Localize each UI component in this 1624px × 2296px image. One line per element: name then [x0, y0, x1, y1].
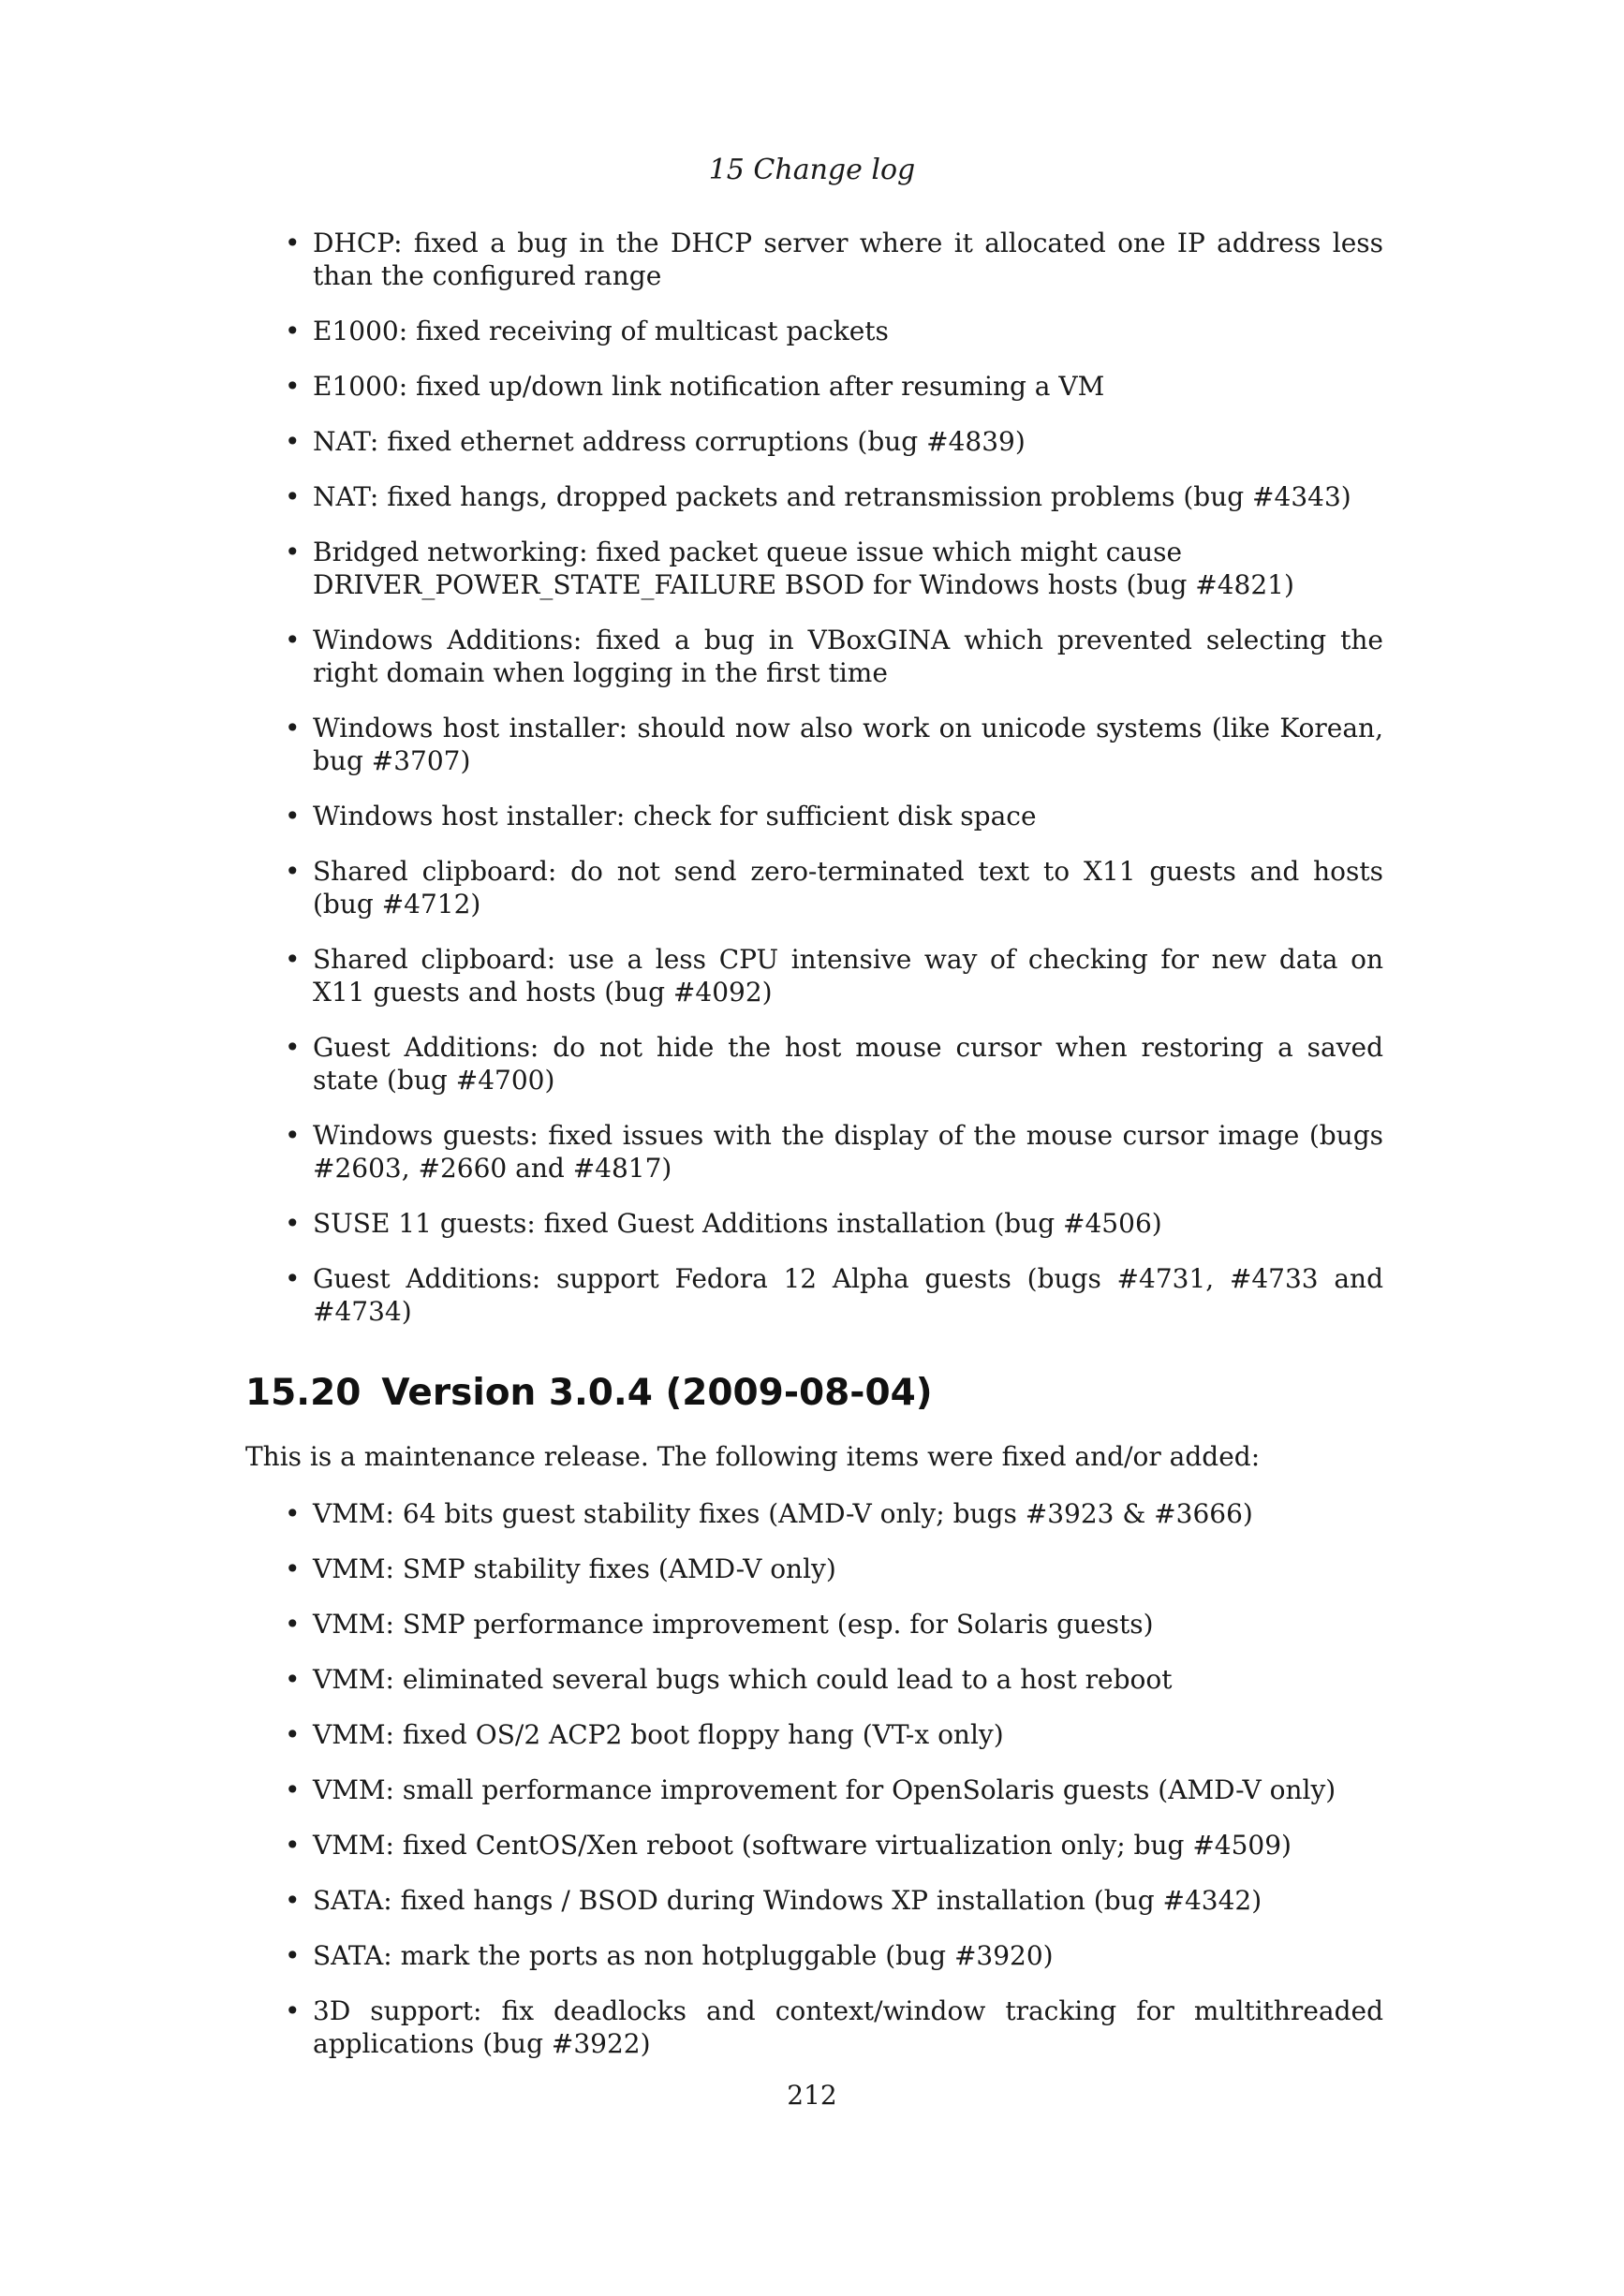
bullet-icon: •: [285, 316, 301, 346]
list-item: • NAT: fixed ethernet address corruptions (bug #4839): [285, 426, 1026, 457]
list-item: • Windows host installer: check for sufficient disk space: [285, 801, 1037, 832]
bullet-icon: •: [285, 801, 301, 832]
list-item: • 3D support: fix deadlocks and context/window tracking for multithreaded applications (bug #3922): [285, 1995, 1383, 2059]
list-item: • Guest Additions: support Fedora 12 Alpha guests (bugs #4731, #4733 and #4734): [285, 1263, 1383, 1327]
bullet-icon: •: [285, 1995, 301, 2026]
list-item: • NAT: fixed hangs, dropped packets and retransmission problems (bug #4343): [285, 481, 1351, 512]
list-item: • VMM: SMP performance improvement (esp. for Solaris guests): [285, 1609, 1154, 1640]
list-item: • VMM: 64 bits guest stability fixes (AMD-V only; bugs #3923 & #3666): [285, 1498, 1253, 1529]
list-item: • Bridged networking: fixed packet queue issue which might cause DRIVER_POWER_STATE_FAILURE BSOD for Windows hosts (bug #4821): [285, 537, 1294, 600]
list-item: • SATA: mark the ports as non hotpluggable (bug #3920): [285, 1940, 1054, 1971]
bullet-icon: •: [285, 481, 301, 512]
bullet-icon: •: [285, 1263, 301, 1294]
bullet-icon: •: [285, 1120, 301, 1151]
bullet-icon: •: [285, 944, 301, 975]
page-number: 212: [787, 2080, 837, 2111]
bullet-icon: •: [285, 1774, 301, 1805]
bullet-icon: •: [285, 371, 301, 402]
list-item: • E1000: fixed receiving of multicast packets: [285, 316, 889, 346]
bullet-icon: •: [285, 1032, 301, 1063]
bullet-icon: •: [285, 537, 301, 567]
list-item: • SATA: fixed hangs / BSOD during Windows XP installation (bug #4342): [285, 1885, 1262, 1916]
changelog-list-top: [245, 227, 1383, 1328]
list-item: • E1000: fixed up/down link notification after resuming a VM: [285, 371, 1105, 402]
bullet-icon: •: [285, 1940, 301, 1971]
bullet-icon: •: [285, 1208, 301, 1239]
bullet-icon: •: [285, 1664, 301, 1695]
list-item: • Shared clipboard: do not send zero-terminated text to X11 guests and hosts (bug #4712): [285, 856, 1383, 920]
bullet-icon: •: [285, 625, 301, 655]
list-item: • SUSE 11 guests: fixed Guest Additions installation (bug #4506): [285, 1208, 1162, 1239]
list-item: • Shared clipboard: use a less CPU intensive way of checking for new data on X11 guests and hosts (bug #4092): [285, 944, 1383, 1008]
list-item: • VMM: fixed CentOS/Xen reboot (software virtualization only; bug #4509): [285, 1830, 1292, 1861]
list-item: • VMM: eliminated several bugs which could lead to a host reboot: [285, 1664, 1173, 1695]
bullet-icon: •: [285, 1719, 301, 1750]
list-item: • Windows Additions: fixed a bug in VBoxGINA which prevented selecting the right domain when logging in the first time: [285, 625, 1383, 688]
list-item: • Windows guests: fixed issues with the display of the mouse cursor image (bugs #2603, #2660 and #4817): [285, 1120, 1383, 1184]
bullet-icon: •: [285, 1553, 301, 1584]
page-content: [245, 227, 1383, 2083]
list-item: • VMM: fixed OS/2 ACP2 boot floppy hang (VT-x only): [285, 1719, 1004, 1750]
section-intro: This is a maintenance release. The following items were fixed and/or added:: [245, 1441, 1261, 1472]
list-item: • VMM: small performance improvement for OpenSolaris guests (AMD-V only): [285, 1774, 1336, 1805]
bullet-icon: •: [285, 856, 301, 887]
bullet-icon: •: [285, 713, 301, 743]
list-item: • Windows host installer: should now also work on unicode systems (like Korean, bug #3707): [285, 713, 1383, 776]
changelog-list-section: [245, 1497, 1383, 2060]
list-item: • DHCP: fixed a bug in the DHCP server where it allocated one IP address less than the configured range: [285, 228, 1383, 291]
bullet-icon: •: [285, 1885, 301, 1916]
bullet-icon: •: [285, 1830, 301, 1861]
bullet-icon: •: [285, 228, 301, 258]
list-item: • VMM: SMP stability fixes (AMD-V only): [285, 1553, 836, 1584]
section-title: Version 3.0.4 (2009-08-04): [381, 1372, 933, 1414]
section-number: 15.20: [245, 1372, 362, 1414]
bullet-icon: •: [285, 426, 301, 457]
running-header: 15 Change log: [708, 154, 916, 186]
bullet-icon: •: [285, 1609, 301, 1640]
bullet-icon: •: [285, 1498, 301, 1529]
section-heading: [245, 1371, 1383, 1416]
list-item: • Guest Additions: do not hide the host mouse cursor when restoring a saved state (bug #4700): [285, 1032, 1383, 1096]
